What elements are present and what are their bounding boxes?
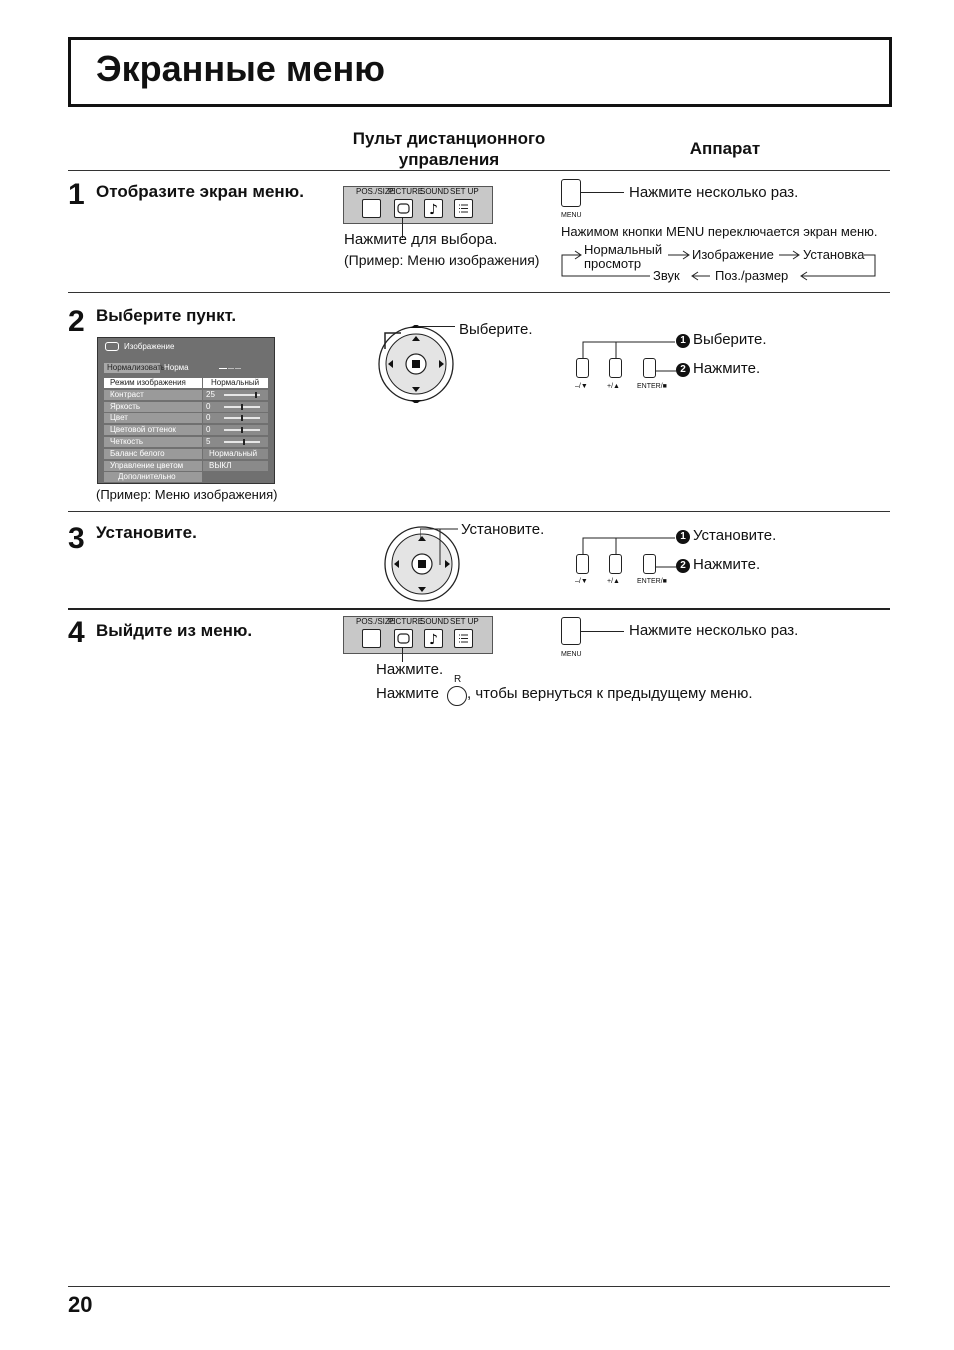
step-4-return-prefix: Нажмите [376, 685, 439, 702]
menu-row-value: Нормальный [203, 449, 268, 459]
unit-menu-button[interactable] [561, 617, 581, 645]
menu-row-slider[interactable] [224, 406, 260, 408]
step-3-remote-text: Установите. [461, 521, 545, 538]
number-badge: 2 [676, 363, 690, 377]
menu-header: Изображение [124, 342, 175, 351]
slider-knob[interactable] [241, 404, 243, 410]
unit-column-header: Аппарат [689, 139, 761, 158]
menu-row[interactable] [104, 461, 268, 471]
remote-dpad[interactable] [377, 325, 455, 403]
cycle-picture: Изображение [692, 247, 774, 262]
divider [219, 368, 227, 369]
picture-menu-example [97, 337, 275, 484]
menu-row-label: Яркость [104, 402, 202, 412]
setup-label: SET UP [450, 187, 479, 196]
unit-menu-label: MENU [561, 212, 582, 219]
menu-row[interactable] [104, 449, 268, 459]
divider [228, 368, 234, 369]
divider [68, 170, 890, 171]
setup-label: SET UP [450, 617, 479, 626]
divider [68, 292, 890, 293]
possize-button[interactable] [362, 629, 381, 648]
step-3-number: 3 [68, 522, 85, 555]
step-4-unit-text: Нажмите несколько раз. [629, 622, 799, 639]
step-3-unit-item2 [676, 556, 760, 573]
normalize-label: Нормализовать [104, 363, 160, 373]
menu-row-value: 25 [203, 390, 268, 400]
menu-row-slider[interactable] [224, 417, 260, 419]
setup-button[interactable] [454, 199, 473, 218]
menu-row-label: Цветовой оттенок [104, 425, 202, 435]
picture-label: PICTURE [388, 617, 424, 626]
remote-menu-buttons [343, 616, 493, 654]
menu-row-label: Цвет [104, 413, 202, 423]
cycle-normal-line2: просмотр [584, 256, 642, 271]
remote-column-header: Пульт дистанционного управления [352, 129, 546, 169]
step-1-remote-example: (Пример: Меню изображения) [344, 252, 540, 268]
picture-label: PICTURE [388, 187, 424, 196]
unit-menu-label: MENU [561, 651, 582, 658]
menu-row[interactable] [104, 437, 268, 447]
step-4-label: Выйдите из меню. [96, 621, 253, 640]
menu-row-label: Режим изображения [104, 378, 202, 388]
step-2-example: (Пример: Меню изображения) [96, 487, 278, 502]
cycle-normal-line1: Нормальный [584, 242, 663, 257]
menu-normalize-row[interactable] [104, 363, 268, 373]
unit-plus-label: +/▲ [607, 578, 620, 585]
step-2-unit-item2 [676, 360, 760, 377]
unit-enter-label: ENTER/■ [637, 383, 667, 390]
sound-label: SOUND [420, 187, 449, 196]
step-3-unit-item1-text: Установите. [693, 527, 777, 544]
step-1-number: 1 [68, 178, 85, 211]
pointer-line [417, 326, 455, 327]
possize-label: POS./SIZE [356, 187, 396, 196]
picture-icon [395, 200, 412, 217]
sound-button[interactable] [424, 629, 443, 648]
divider [68, 608, 890, 610]
return-button-label: R [454, 674, 462, 685]
normalize-value: Норма [164, 363, 189, 372]
menu-row-value: Нормальный [203, 378, 268, 388]
step-3-label: Установите. [96, 523, 197, 542]
step-3-unit-item1 [676, 527, 776, 544]
step-2-number: 2 [68, 305, 85, 338]
step-1-remote-text: Нажмите для выбора. [344, 231, 498, 248]
menu-row-label: Управление цветом [104, 461, 202, 471]
step-2-unit-item1-text: Выберите. [693, 331, 767, 348]
menu-row-value: ВЫКЛ [203, 461, 268, 471]
note-icon [425, 200, 442, 217]
menu-row-label: Дополнительно [104, 472, 202, 482]
cycle-arrows [558, 240, 880, 282]
slider-knob[interactable] [243, 439, 245, 445]
number-badge: 2 [676, 559, 690, 573]
step-4-return-suffix: , чтобы вернуться к предыдущему меню. [467, 685, 753, 702]
page-title: Экранные меню [96, 48, 386, 89]
page-number: 20 [68, 1292, 93, 1317]
step-3-unit-item2-text: Нажмите. [693, 556, 761, 573]
cycle-sound: Звук [653, 268, 680, 283]
pointer-line [581, 631, 624, 632]
step-2-remote-text: Выберите. [459, 321, 533, 338]
note-icon [425, 630, 442, 647]
step-2-unit-item2-text: Нажмите. [693, 360, 761, 377]
slider-knob[interactable] [255, 392, 257, 398]
possize-button[interactable] [362, 199, 381, 218]
divider [235, 368, 241, 369]
cycle-setup: Установка [803, 247, 865, 262]
menu-row-label: Контраст [104, 390, 202, 400]
menu-row-slider[interactable] [224, 394, 260, 396]
setup-list-icon [455, 200, 472, 217]
slider-knob[interactable] [241, 415, 243, 421]
menu-row-slider[interactable] [224, 441, 260, 443]
menu-row[interactable] [104, 390, 268, 400]
divider [68, 1286, 890, 1287]
menu-row-value: 0 [203, 425, 268, 435]
step-1-unit-text: Нажмите несколько раз. [629, 184, 799, 201]
remote-menu-buttons [343, 186, 493, 224]
menu-row-value: 5 [203, 437, 268, 447]
unit-minus-label: –/▼ [575, 578, 588, 585]
menu-row[interactable] [104, 425, 268, 435]
sound-button[interactable] [424, 199, 443, 218]
unit-pointer-lines [570, 335, 680, 380]
menu-row-value: 0 [203, 402, 268, 412]
menu-row-label: Баланс белого [104, 449, 202, 459]
sound-label: SOUND [420, 617, 449, 626]
menu-row[interactable] [104, 378, 268, 388]
menu-row[interactable] [104, 413, 268, 423]
unit-plus-label: +/▲ [607, 383, 620, 390]
unit-pointer-lines [570, 531, 680, 576]
menu-row-label: Четкость [104, 437, 202, 447]
step-1-cycle-note: Нажимом кнопки MENU переключается экран меню. [561, 224, 878, 239]
unit-enter-label: ENTER/■ [637, 578, 667, 585]
step-4-number: 4 [68, 616, 85, 649]
cycle-possize: Поз./размер [715, 268, 789, 283]
unit-minus-label: –/▼ [575, 383, 588, 390]
pointer-line [581, 192, 624, 193]
menu-row-slider[interactable] [224, 429, 260, 431]
step-2-unit-item1 [676, 331, 766, 348]
picture-icon [395, 630, 412, 647]
remote-pointer-lines [420, 525, 460, 575]
step-1-label: Отобразите экран меню. [96, 182, 304, 201]
step-4-remote-text: Нажмите. [376, 661, 444, 678]
unit-menu-button[interactable] [561, 179, 581, 207]
possize-label: POS./SIZE [356, 617, 396, 626]
setup-button[interactable] [454, 629, 473, 648]
menu-row-value: 0 [203, 413, 268, 423]
menu-row[interactable] [104, 402, 268, 412]
menu-row[interactable] [104, 472, 268, 482]
svg-text:♪: ♪ [429, 202, 438, 217]
slider-knob[interactable] [241, 427, 243, 433]
svg-text:♪: ♪ [429, 632, 438, 647]
divider [68, 511, 890, 512]
picture-button[interactable] [394, 199, 413, 218]
step-2-label: Выберите пункт. [96, 306, 237, 325]
picture-button[interactable] [394, 629, 413, 648]
number-badge: 1 [676, 530, 690, 544]
pointer-line [402, 648, 403, 662]
number-badge: 1 [676, 334, 690, 348]
return-button[interactable] [447, 686, 467, 706]
picture-icon [105, 342, 119, 351]
setup-list-icon [455, 630, 472, 647]
